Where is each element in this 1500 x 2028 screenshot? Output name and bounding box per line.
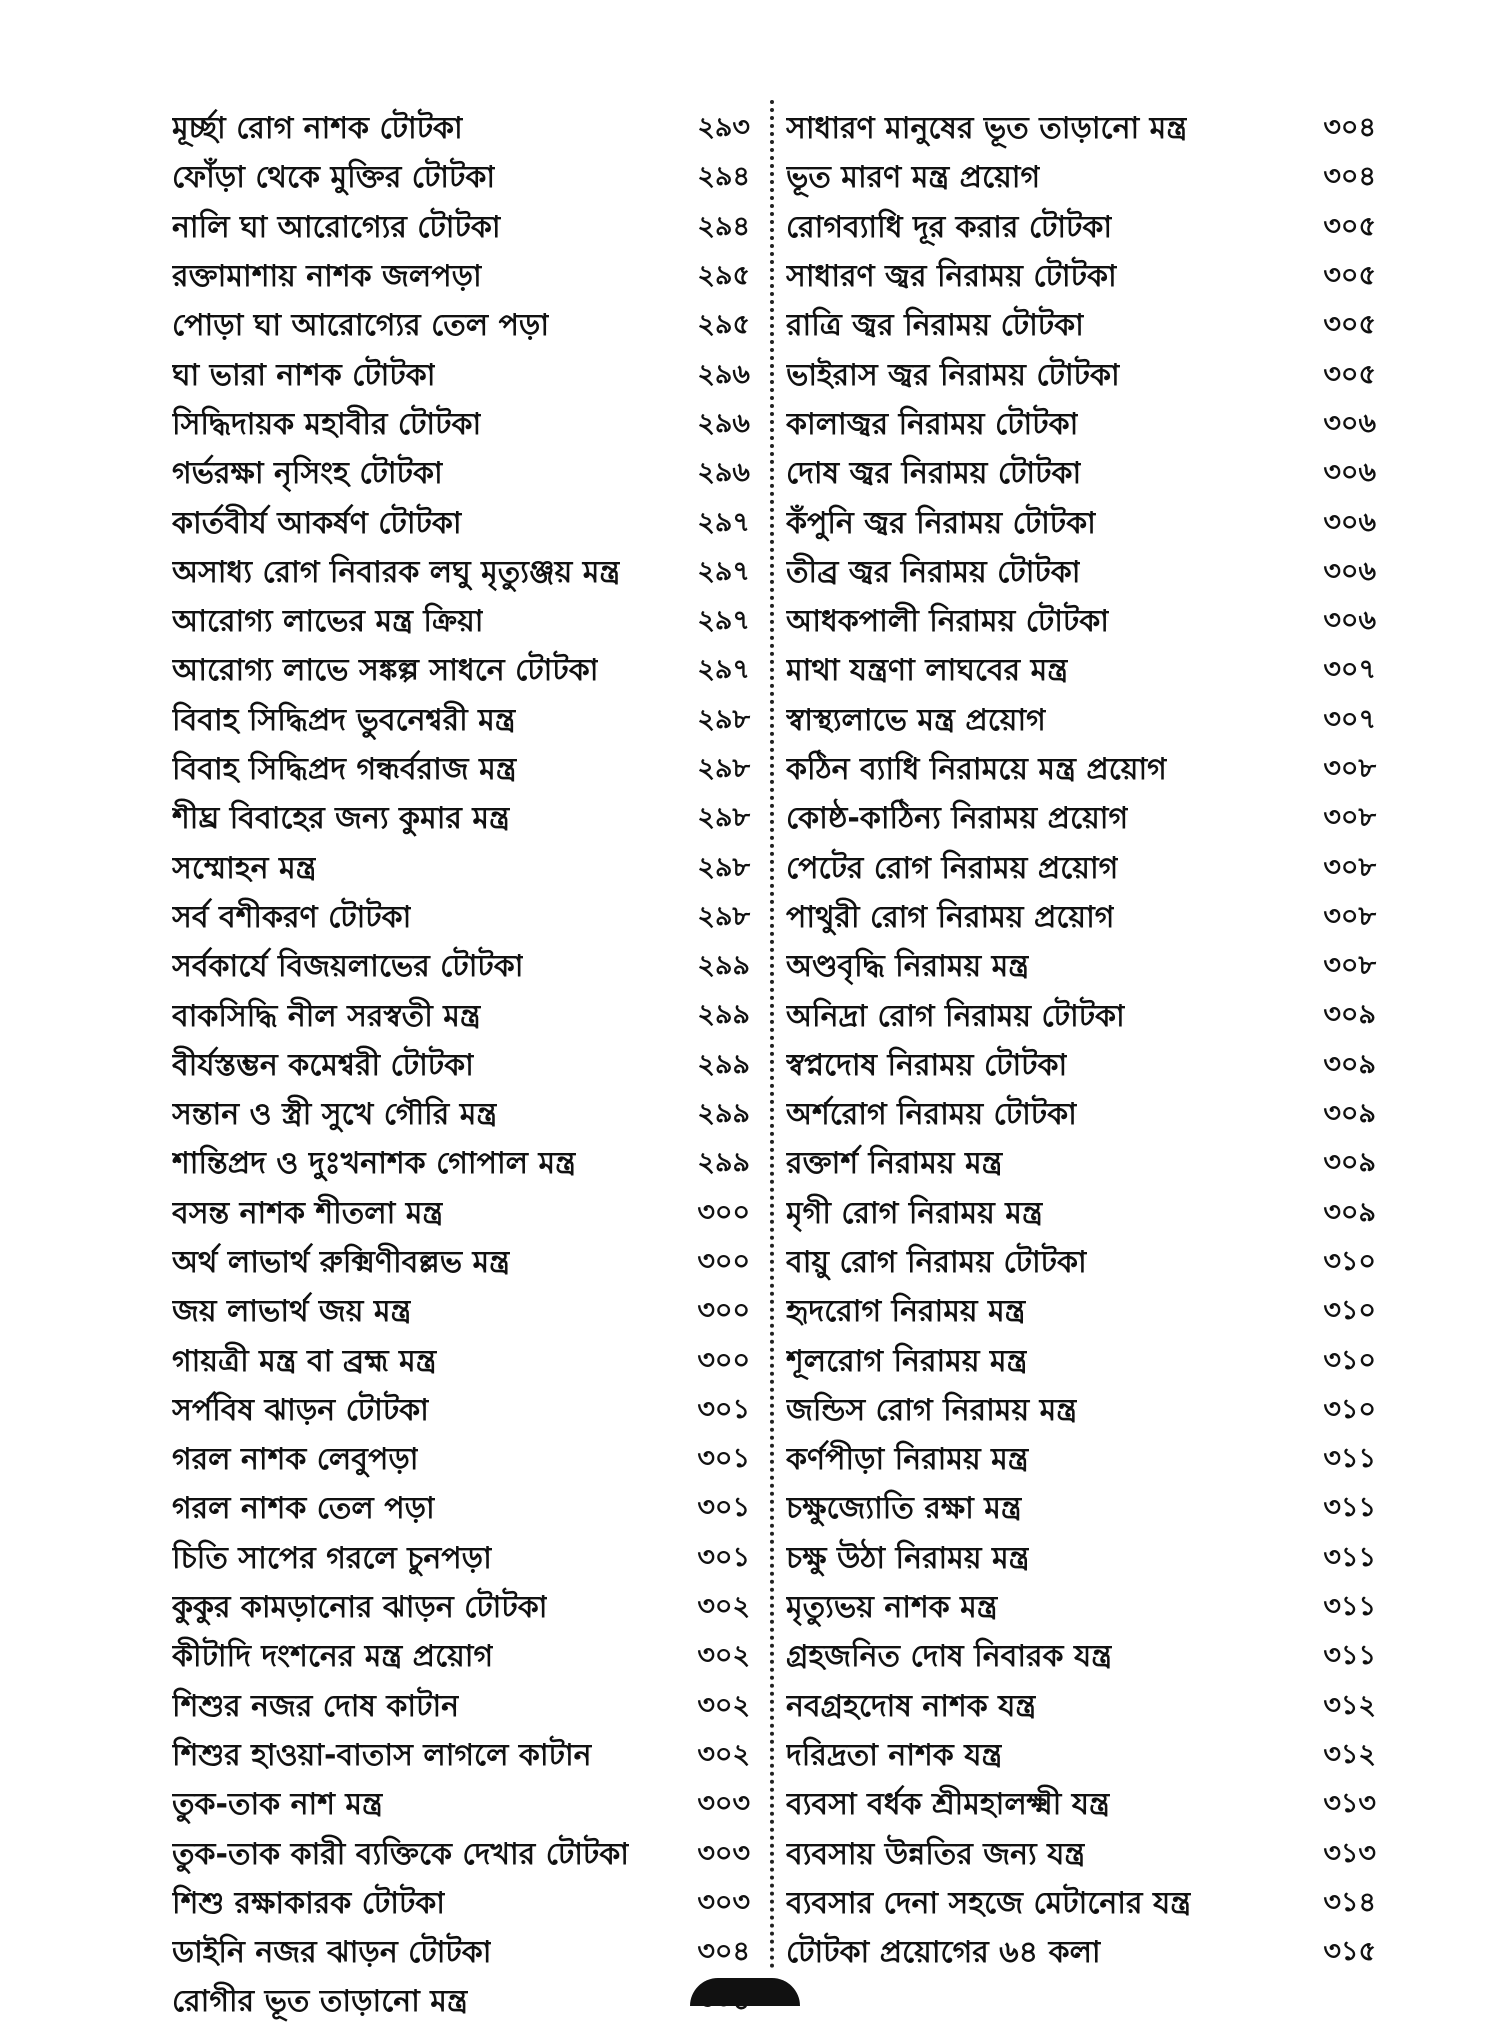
toc-entry: [786, 1584, 1376, 1633]
toc-entry: [786, 401, 1376, 450]
toc-entry-page: ৩০৯: [1323, 1196, 1376, 1228]
toc-entry: [172, 351, 750, 400]
toc-entry-title: রক্তার্শ নিরাময় মন্ত্র: [786, 1146, 1003, 1182]
toc-entry: [172, 154, 750, 203]
toc-entry-page: ৩০৯: [1323, 999, 1376, 1031]
toc-entry-page: ৩০৪: [1323, 112, 1376, 144]
toc-entry-page: ২৯৮: [697, 851, 750, 883]
toc-entry-title: টোটকা প্রয়োগের ৬৪ কলা: [786, 1935, 1101, 1971]
toc-entry-title: ফোঁড়া থেকে মুক্তির টোটকা: [172, 160, 496, 196]
toc-entry: [786, 450, 1376, 499]
toc-entry-title: স্বাস্থ্যলাভে মন্ত্র প্রয়োগ: [786, 702, 1046, 738]
toc-entry: [172, 1091, 750, 1140]
toc-entry: [172, 1978, 750, 2027]
toc-entry-title: শিশু রক্ষাকারক টোটকা: [172, 1885, 445, 1921]
toc-entry-title: রোগব্যাধি দূর করার টোটকা: [786, 209, 1113, 245]
page-edge-mark: [690, 1978, 800, 2006]
toc-entry-title: নালি ঘা আরোগ্যের টোটকা: [172, 209, 501, 245]
toc-entry-title: শিশুর নজর দোষ কাটান: [172, 1688, 460, 1724]
toc-entry-page: ২৯৯: [697, 1147, 750, 1179]
toc-entry-page: ৩১৫: [1323, 1936, 1376, 1968]
toc-entry-page: ৩০৪: [697, 1936, 750, 1968]
toc-entry-title: কর্ণপীড়া নিরাময় মন্ত্র: [786, 1442, 1029, 1478]
toc-entry: [786, 697, 1376, 746]
toc-entry-page: ৩১৩: [1323, 1837, 1376, 1869]
toc-entry: [172, 253, 750, 302]
toc-entry: [172, 1387, 750, 1436]
toc-entry-title: পোড়া ঘা আরোগ্যের তেল পড়া: [172, 308, 550, 344]
toc-entry-page: ৩০৬: [1323, 407, 1376, 439]
toc-entry: [172, 1830, 750, 1879]
toc-entry-page: ৩০১: [697, 1492, 750, 1524]
toc-entry-page: ৩০০: [697, 1196, 750, 1228]
toc-entry-page: ২৯৪: [697, 161, 750, 193]
toc-entry: [786, 253, 1376, 302]
toc-entry: [172, 598, 750, 647]
toc-entry-title: বসন্ত নাশক শীতলা মন্ত্র: [172, 1195, 444, 1231]
toc-entry-title: আধকপালী নিরাময় টোটকা: [786, 604, 1109, 640]
toc-entry: [786, 1288, 1376, 1337]
toc-entry-title: মৃত্যুভয় নাশক মন্ত্র: [786, 1590, 998, 1626]
toc-entry: [786, 1929, 1376, 1978]
toc-entry-title: কঁপুনি জ্বর নিরাময় টোটকা: [786, 505, 1096, 541]
toc-entry: [172, 1535, 750, 1584]
toc-entry-title: তীব্র জ্বর নিরাময় টোটকা: [786, 554, 1081, 590]
toc-entry-page: ৩০৮: [1323, 900, 1376, 932]
toc-entry-title: বায়ু রোগ নিরাময় টোটকা: [786, 1244, 1087, 1280]
toc-entry: [786, 943, 1376, 992]
toc-entry-page: ৩০৪: [1323, 161, 1376, 193]
toc-entry-title: আরোগ্য লাভের মন্ত্র ক্রিয়া: [172, 604, 484, 640]
toc-entry-title: তুক-তাক নাশ মন্ত্র: [172, 1787, 383, 1823]
toc-entry-page: ৩০১: [697, 1443, 750, 1475]
toc-entry: [786, 1239, 1376, 1288]
toc-entry: [172, 1683, 750, 1732]
toc-entry: [786, 1633, 1376, 1682]
toc-entry: [172, 647, 750, 696]
toc-entry-page: ২৯৯: [697, 950, 750, 982]
toc-entry-page: ৩০৬: [1323, 555, 1376, 587]
toc-entry-title: গরল নাশক লেবুপড়া: [172, 1442, 419, 1478]
toc-entry: [172, 992, 750, 1041]
toc-entry-title: সর্পবিষ ঝাড়ন টোটকা: [172, 1392, 429, 1428]
toc-entry: [786, 105, 1376, 154]
toc-entry-title: পেটের রোগ নিরাময় প্রয়োগ: [786, 850, 1119, 886]
toc-entry-title: চক্ষুজ্যোতি রক্ষা মন্ত্র: [786, 1491, 1022, 1527]
toc-entry-title: গ্রহজনিত দোষ নিবারক যন্ত্র: [786, 1639, 1113, 1675]
toc-entry-page: ২৯৬: [697, 457, 750, 489]
toc-entry-title: বিবাহ সিদ্ধিপ্রদ ভুবনেশ্বরী মন্ত্র: [172, 702, 516, 738]
toc-entry-title: অনিদ্রা রোগ নিরাময় টোটকা: [786, 998, 1125, 1034]
toc-entry-title: কোষ্ঠ-কাঠিন্য নিরাময় প্রয়োগ: [786, 801, 1129, 837]
toc-entry-page: ৩০৭: [1323, 654, 1376, 686]
toc-entry-title: সন্তান ও স্ত্রী সুখে গৌরি মন্ত্র: [172, 1097, 498, 1133]
toc-entry: [172, 1337, 750, 1386]
toc-entry-title: সম্মোহন মন্ত্র: [172, 850, 317, 886]
toc-entry-title: সিদ্ধিদায়ক মহাবীর টোটকা: [172, 406, 482, 442]
toc-entry-title: ব্যবসা বর্ধক শ্রীমহালক্ষ্মী যন্ত্র: [786, 1787, 1110, 1823]
toc-entry-page: ২৯৭: [697, 506, 750, 538]
toc-entry: [786, 1042, 1376, 1091]
toc-entry-page: ৩১১: [1323, 1443, 1376, 1475]
toc-entry-page: ৩০৯: [1323, 1098, 1376, 1130]
toc-entry-title: সর্ব বশীকরণ টোটকা: [172, 899, 412, 935]
toc-entry: [172, 1880, 750, 1929]
toc-entry: [786, 1732, 1376, 1781]
toc-entry-page: ৩১১: [1323, 1591, 1376, 1623]
toc-entry-title: গায়ত্রী মন্ত্র বা ব্রহ্ম মন্ত্র: [172, 1343, 437, 1379]
toc-entry: [172, 401, 750, 450]
toc-entry: [786, 992, 1376, 1041]
toc-entry-page: ৩১৪: [1323, 1886, 1376, 1918]
toc-entry-page: ২৯৭: [697, 654, 750, 686]
toc-entry: [786, 1830, 1376, 1879]
toc-entry-page: ৩০৫: [1323, 210, 1376, 242]
toc-entry-page: ২৯৭: [697, 605, 750, 637]
toc-entry-page: ২৯৮: [697, 703, 750, 735]
toc-entry-page: ৩০১: [697, 1541, 750, 1573]
toc-entry-page: ৩০৫: [1323, 358, 1376, 390]
toc-entry: [786, 1880, 1376, 1929]
toc-entry: [786, 1535, 1376, 1584]
toc-entry: [786, 1436, 1376, 1485]
toc-entry: [172, 1929, 750, 1978]
toc-entry-title: ব্যবসায় উন্নতির জন্য যন্ত্র: [786, 1836, 1086, 1872]
toc-entry-page: ৩০৯: [1323, 1147, 1376, 1179]
toc-entry-title: আরোগ্য লাভে সঙ্কল্প সাধনে টোটকা: [172, 653, 599, 689]
column-divider: [770, 100, 774, 1970]
toc-entry-title: চক্ষু উঠা নিরাময় মন্ত্র: [786, 1540, 1030, 1576]
toc-entry: [786, 1091, 1376, 1140]
toc-entry: [786, 1387, 1376, 1436]
toc-entry-title: রক্তামাশায় নাশক জলপড়া: [172, 259, 482, 295]
toc-entry-page: ২৯৮: [697, 802, 750, 834]
toc-entry-page: ৩০৯: [1323, 1048, 1376, 1080]
toc-entry-title: বিবাহ সিদ্ধিপ্রদ গন্ধর্বরাজ মন্ত্র: [172, 752, 517, 788]
toc-left-column: [172, 105, 750, 2028]
toc-entry-title: ডাইনি নজর ঝাড়ন টোটকা: [172, 1935, 492, 1971]
toc-entry-page: ২৯৪: [697, 210, 750, 242]
toc-entry-title: শান্তিপ্রদ ও দুঃখনাশক গোপাল মন্ত্র: [172, 1146, 576, 1182]
toc-entry: [172, 1436, 750, 1485]
toc-entry-page: ৩১১: [1323, 1492, 1376, 1524]
toc-entry-title: ভাইরাস জ্বর নিরাময় টোটকা: [786, 357, 1120, 393]
toc-entry: [172, 1190, 750, 1239]
toc-entry: [786, 795, 1376, 844]
toc-entry-page: ৩০০: [697, 1295, 750, 1327]
toc-entry-page: ৩০২: [697, 1640, 750, 1672]
toc-entry: [786, 302, 1376, 351]
toc-entry-page: ৩১৩: [1323, 1788, 1376, 1820]
toc-entry-title: হৃদরোগ নিরাময় মন্ত্র: [786, 1294, 1026, 1330]
toc-entry-page: ৩০৮: [1323, 802, 1376, 834]
toc-entry: [786, 844, 1376, 893]
toc-entry-title: সর্বকার্যে বিজয়লাভের টোটকা: [172, 949, 524, 985]
toc-entry: [172, 1485, 750, 1534]
toc-entry-page: ৩১০: [1323, 1295, 1376, 1327]
toc-entry-title: স্বপ্নদোষ নিরাময় টোটকা: [786, 1047, 1068, 1083]
toc-entry-title: সাধারণ মানুষের ভূত তাড়ানো মন্ত্র: [786, 111, 1188, 147]
toc-entry: [172, 204, 750, 253]
toc-entry-page: ৩০৫: [1323, 260, 1376, 292]
toc-entry-title: রোগীর ভূত তাড়ানো মন্ত্র: [172, 1984, 468, 2020]
toc-entry-title: কার্তবীর্য আকর্ষণ টোটকা: [172, 505, 462, 541]
toc-entry-page: ৩০৩: [697, 1886, 750, 1918]
toc-entry-page: ৩০৩: [697, 1837, 750, 1869]
toc-entry-title: মূর্চ্ছা রোগ নাশক টোটকা: [172, 111, 463, 147]
toc-entry-title: দরিদ্রতা নাশক যন্ত্র: [786, 1737, 1003, 1773]
toc-entry-title: শিশুর হাওয়া-বাতাস লাগলে কাটান: [172, 1737, 592, 1773]
toc-entry: [172, 1732, 750, 1781]
toc-entry: [786, 204, 1376, 253]
toc-entry-title: মাথা যন্ত্রণা লাঘবের মন্ত্র: [786, 653, 1069, 689]
toc-entry: [172, 1140, 750, 1189]
toc-entry-page: ৩০২: [697, 1591, 750, 1623]
toc-entry: [172, 1042, 750, 1091]
toc-entry: [172, 1781, 750, 1830]
toc-entry: [786, 894, 1376, 943]
toc-entry-title: দোষ জ্বর নিরাময় টোটকা: [786, 456, 1082, 492]
toc-entry: [172, 746, 750, 795]
toc-entry-title: চিতি সাপের গরলে চুনপড়া: [172, 1540, 492, 1576]
toc-entry: [786, 1683, 1376, 1732]
toc-entry-title: কীটাদি দংশনের মন্ত্র প্রয়োগ: [172, 1639, 494, 1675]
toc-entry: [172, 697, 750, 746]
toc-entry-title: বাকসিদ্ধি নীল সরস্বতী মন্ত্র: [172, 998, 481, 1034]
toc-entry-title: পাথুরী রোগ নিরাময় প্রয়োগ: [786, 899, 1115, 935]
toc-entry: [786, 549, 1376, 598]
toc-right-column: [786, 105, 1376, 1978]
toc-entry: [786, 351, 1376, 400]
toc-entry-page: ৩০২: [697, 1689, 750, 1721]
toc-entry: [172, 844, 750, 893]
toc-entry-title: জয় লাভার্থ জয় মন্ত্র: [172, 1294, 412, 1330]
toc-entry-page: ৩০৮: [1323, 753, 1376, 784]
toc-entry-page: ৩০১: [697, 1393, 750, 1425]
toc-entry: [172, 302, 750, 351]
toc-entry: [172, 1633, 750, 1682]
toc-entry: [172, 1239, 750, 1288]
toc-entry: [786, 647, 1376, 696]
toc-entry-title: শূলরোগ নিরাময় মন্ত্র: [786, 1343, 1028, 1379]
toc-entry: [172, 894, 750, 943]
toc-entry-page: ৩০৬: [1323, 457, 1376, 489]
toc-entry: [786, 1781, 1376, 1830]
toc-entry-title: তুক-তাক কারী ব্যক্তিকে দেখার টোটকা: [172, 1836, 629, 1872]
toc-entry: [172, 1584, 750, 1633]
toc-entry-page: ২৯৯: [697, 999, 750, 1031]
toc-entry-title: অর্শরোগ নিরাময় টোটকা: [786, 1097, 1077, 1133]
toc-entry-page: ৩০৫: [1323, 309, 1376, 341]
toc-entry: [172, 943, 750, 992]
toc-entry-page: ২৯৭: [697, 555, 750, 587]
toc-entry-page: ২৯৮: [697, 900, 750, 932]
toc-entry-title: ঘা ভারা নাশক টোটকা: [172, 357, 436, 393]
toc-entry-page: ২৯৯: [697, 1048, 750, 1080]
toc-entry-title: সাধারণ জ্বর নিরাময় টোটকা: [786, 259, 1117, 295]
toc-entry-page: ২৯৬: [697, 407, 750, 439]
toc-entry-title: বীর্যস্তম্ভন কমেশ্বরী টোটকা: [172, 1047, 474, 1083]
toc-entry-page: ৩১০: [1323, 1393, 1376, 1425]
toc-entry: [786, 499, 1376, 548]
toc-entry: [172, 1288, 750, 1337]
toc-entry-page: ২৯৫: [697, 309, 750, 341]
toc-entry-page: ৩১২: [1323, 1738, 1376, 1770]
toc-entry-page: ২৯৫: [697, 260, 750, 292]
toc-entry-title: ব্যবসার দেনা সহজে মেটানোর যন্ত্র: [786, 1885, 1192, 1921]
toc-entry-page: ৩০২: [697, 1738, 750, 1770]
toc-entry-title: গরল নাশক তেল পড়া: [172, 1491, 435, 1527]
toc-entry-title: কুকুর কামড়ানোর ঝাড়ন টোটকা: [172, 1590, 548, 1626]
toc-entry: [786, 1190, 1376, 1239]
toc-entry-page: ৩০৬: [1323, 506, 1376, 538]
toc-entry: [172, 549, 750, 598]
toc-entry-page: ৩০৮: [1323, 950, 1376, 982]
toc-entry: [172, 105, 750, 154]
toc-entry-page: ২৯৩: [697, 112, 750, 144]
toc-entry-page: ৩০০: [697, 1344, 750, 1376]
toc-entry-page: ৩১১: [1323, 1640, 1376, 1672]
toc-entry-title: কঠিন ব্যাধি নিরাময়ে মন্ত্র প্রয়োগ: [786, 752, 1167, 788]
toc-entry-page: ৩০৮: [1323, 851, 1376, 883]
toc-entry-page: ৩১২: [1323, 1689, 1376, 1721]
toc-entry: [786, 1337, 1376, 1386]
toc-entry: [172, 450, 750, 499]
toc-entry-title: রাত্রি জ্বর নিরাময় টোটকা: [786, 308, 1084, 344]
toc-entry-page: ৩০৭: [1323, 703, 1376, 735]
toc-entry-page: ২৯৯: [697, 1098, 750, 1130]
toc-entry-title: শীঘ্র বিবাহের জন্য কুমার মন্ত্র: [172, 801, 510, 837]
toc-entry: [786, 1485, 1376, 1534]
toc-entry: [786, 154, 1376, 203]
toc-entry-title: অণ্ডবৃদ্ধি নিরাময় মন্ত্র: [786, 949, 1030, 985]
toc-entry-page: ৩১০: [1323, 1344, 1376, 1376]
toc-entry-page: ৩০৩: [697, 1788, 750, 1820]
toc-entry-page: ৩০৬: [1323, 605, 1376, 637]
toc-entry-page: ২৯৮: [697, 753, 750, 784]
toc-entry-title: অসাধ্য রোগ নিবারক লঘু মৃত্যুঞ্জয় মন্ত্র: [172, 554, 621, 590]
toc-entry: [172, 795, 750, 844]
toc-entry-title: নবগ্রহদোষ নাশক যন্ত্র: [786, 1688, 1037, 1724]
toc-entry-page: ৩১০: [1323, 1245, 1376, 1277]
toc-entry-page: ৩১১: [1323, 1541, 1376, 1573]
toc-entry: [172, 499, 750, 548]
toc-entry-page: ৩০০: [697, 1245, 750, 1277]
toc-entry-title: গর্ভরক্ষা নৃসিংহ টোটকা: [172, 456, 443, 492]
toc-entry-title: মৃগী রোগ নিরাময় মন্ত্র: [786, 1195, 1043, 1231]
toc-entry-title: অর্থ লাভার্থ রুক্মিণীবল্লভ মন্ত্র: [172, 1244, 511, 1280]
toc-entry-page: ২৯৬: [697, 358, 750, 390]
toc-entry: [786, 1140, 1376, 1189]
toc-entry-title: কালাজ্বর নিরাময় টোটকা: [786, 406, 1079, 442]
toc-entry-title: জন্ডিস রোগ নিরাময় মন্ত্র: [786, 1392, 1078, 1428]
toc-entry-title: ভূত মারণ মন্ত্র প্রয়োগ: [786, 160, 1041, 196]
toc-entry: [786, 598, 1376, 647]
toc-entry: [786, 746, 1376, 795]
